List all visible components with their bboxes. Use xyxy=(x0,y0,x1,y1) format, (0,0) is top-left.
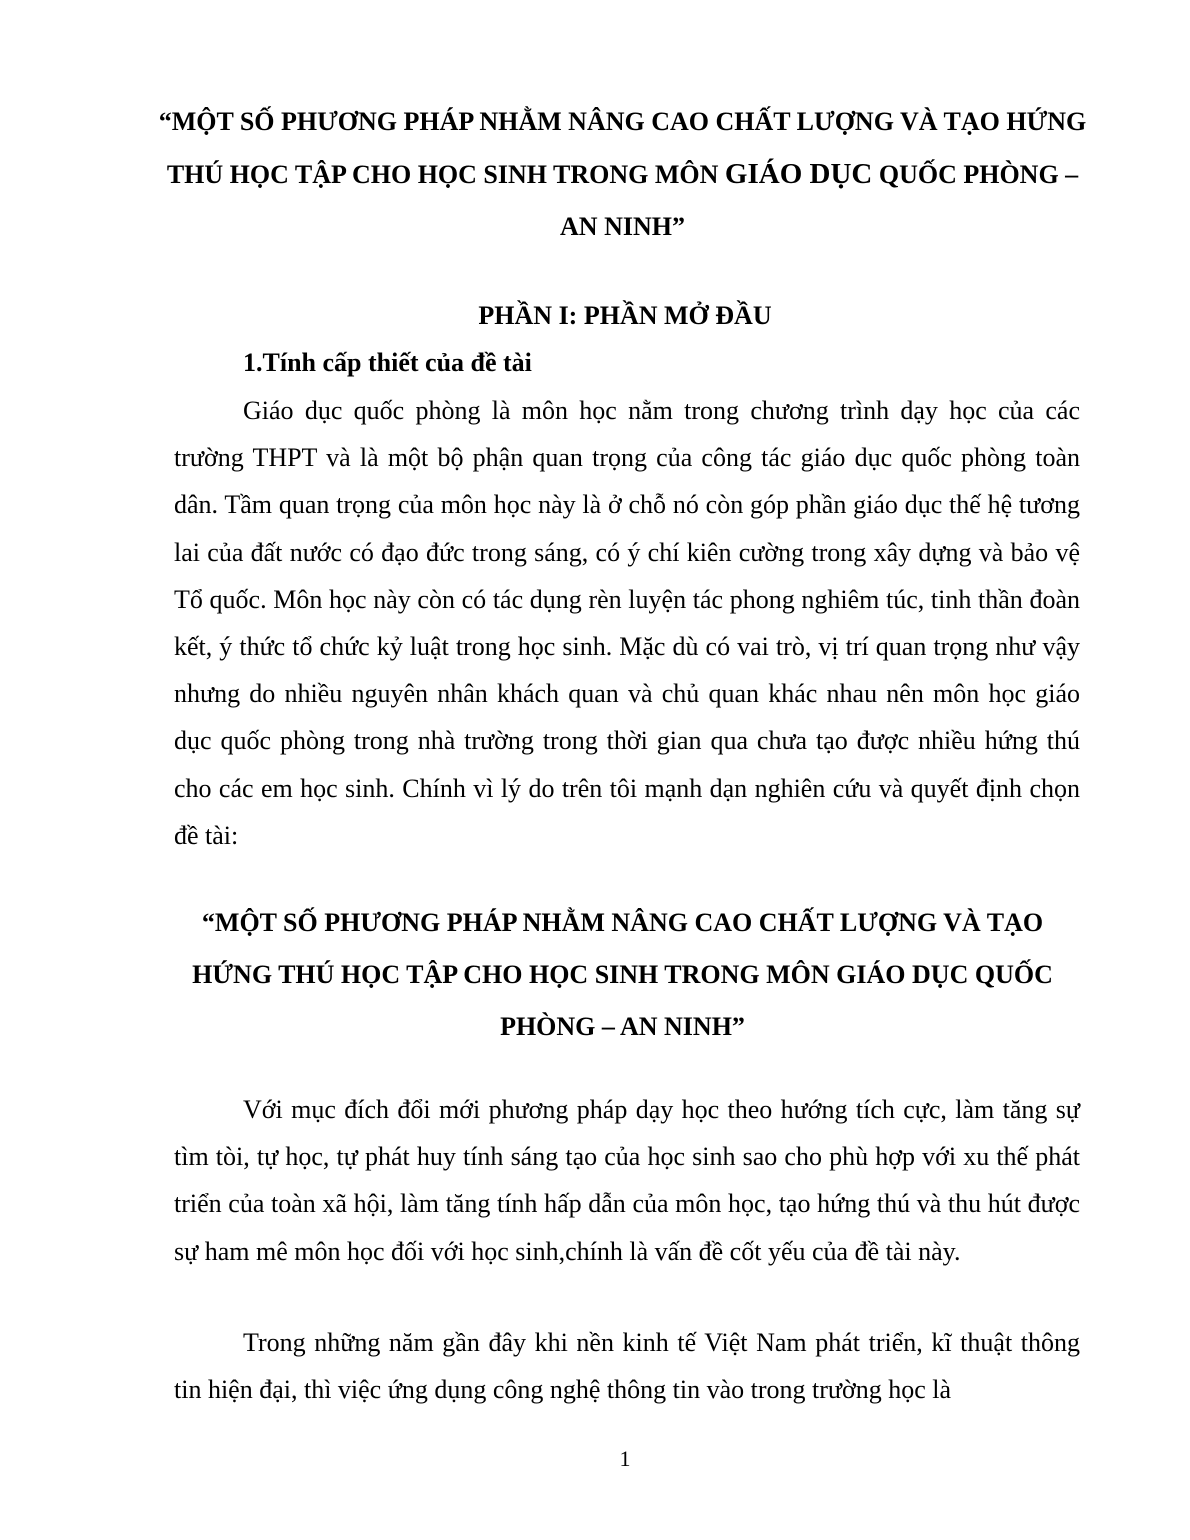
document-title-part1: “MỘT SỐ PHƯƠNG PHÁP NHẰM NÂNG CAO CHẤT LƯỢNG VÀ TẠO HỨNG THÚ HỌC TẬP CHO HỌC SINH TRONG MÔN xyxy=(158,107,1087,189)
paragraph-purpose: Với mục đích đổi mới phương pháp dạy học theo hướng tích cực, làm tăng sự tìm tòi, tự học, tự phát huy tính sáng tạo của học sinh sao cho phù hợp với xu thế phát triển của toàn xã hội, làm tăng tính hấp dẫn của môn học, tạo hứng thú và thu hút được sự ham mê môn học đối với học sinh,chính là vấn đề cốt yếu của đề tài này. xyxy=(174,1095,1080,1266)
subsection-heading: 1.Tính cấp thiết của đề tài xyxy=(243,348,532,377)
page-number: 1 xyxy=(619,1446,631,1471)
document-title-part2: GIÁO DỤC xyxy=(724,158,873,190)
topic-title-repeat: “MỘT SỐ PHƯƠNG PHÁP NHẰM NÂNG CAO CHẤT LƯỢNG VÀ TẠO HỨNG THÚ HỌC TẬP CHO HỌC SINH TRONG MÔN GIÁO DỤC QUỐC PHÒNG – AN NINH” xyxy=(192,908,1053,1041)
document-title-part3: QUỐC PHÒNG – AN NINH” xyxy=(560,160,1079,241)
document-title xyxy=(150,96,1095,253)
paragraph-context: Trong những năm gần đây khi nền kinh tế Việt Nam phát triển, kĩ thuật thông tin hiện đại, thì việc ứng dụng công nghệ thông tin vào trong trường học là xyxy=(174,1328,1080,1405)
section-heading: PHẦN I: PHẦN MỞ ĐẦU xyxy=(478,301,772,330)
paragraph-importance: Giáo dục quốc phòng là môn học nằm trong chương trình dạy học của các trường THPT và là một bộ phận quan trọng của công tác giáo dục quốc phòng toàn dân. Tầm quan trọng của môn học này là ở chỗ nó còn góp phần giáo dục thế hệ tương lai của đất nước có đạo đức trong sáng, có ý chí kiên cường trong xây dựng và bảo vệ Tổ quốc. Môn học này còn có tác dụng rèn luyện tác phong nghiêm túc, tinh thần đoàn kết, ý thức tổ chức kỷ luật trong học sinh. Mặc dù có vai trò, vị trí quan trọng như vậy nhưng do nhiều nguyên nhân khách quan và chủ quan khác nhau nên môn học giáo dục quốc phòng trong nhà trường trong thời gian qua chưa tạo được nhiều hứng thú cho các em học sinh. Chính vì lý do trên tôi mạnh dạn nghiên cứu và quyết định chọn đề tài: xyxy=(174,396,1080,850)
